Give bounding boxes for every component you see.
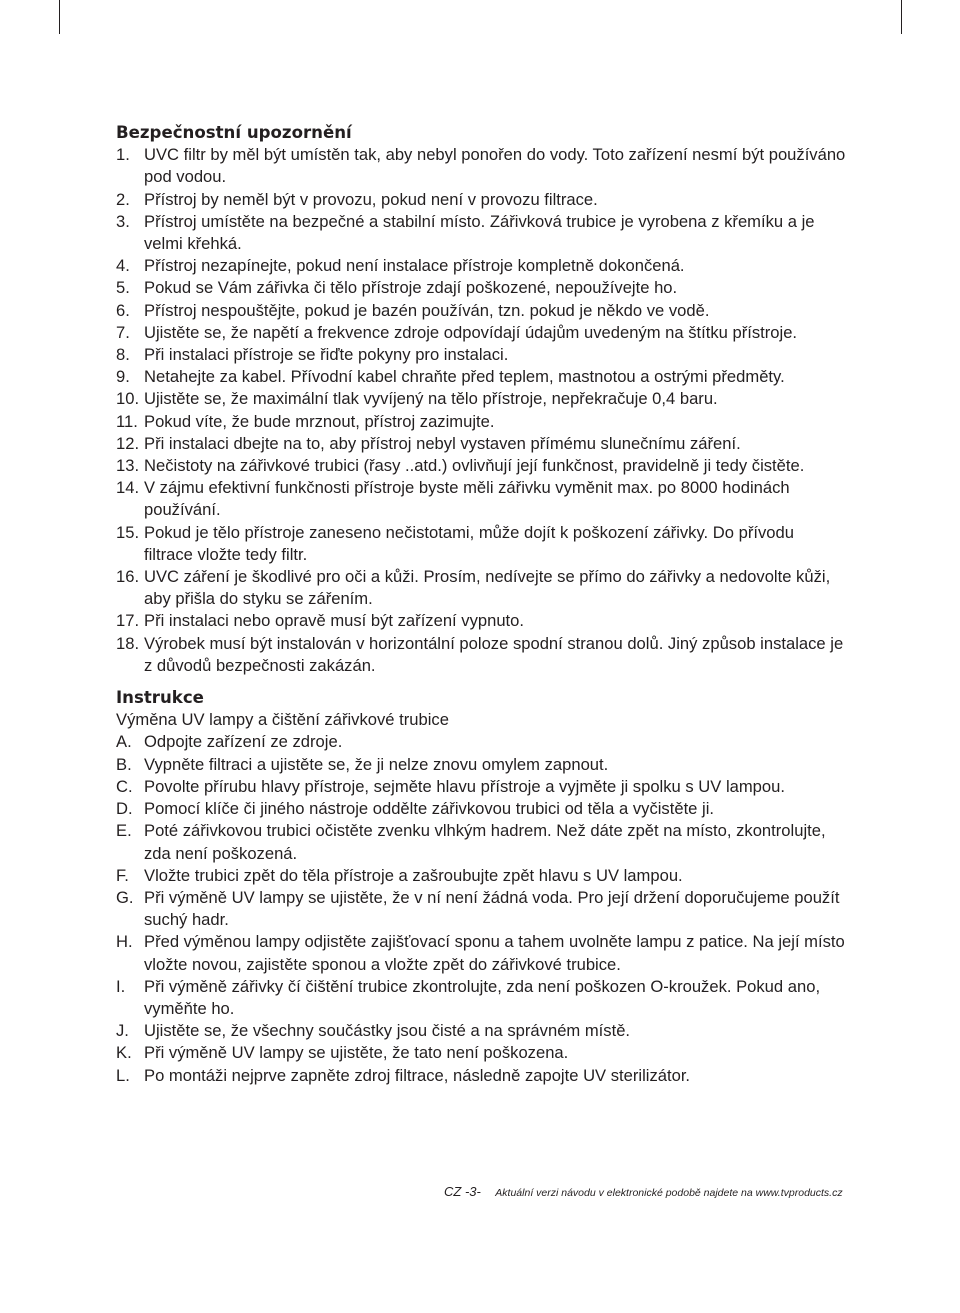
item-number: 15. xyxy=(116,522,140,542)
list-item xyxy=(116,798,846,820)
item-text: V zájmu efektivní funkčnosti přístroje byste měli zářivku vyměnit max. po 8000 hodinách používání. xyxy=(144,478,790,520)
item-text: Výrobek musí být instalován v horizontální poloze spodní stranou dolů. Jiný způsob instalace je z důvodů bezpečnosti zakázán. xyxy=(144,633,844,675)
list-item xyxy=(116,731,846,753)
list-item xyxy=(116,610,846,632)
item-number: 8. xyxy=(116,345,130,365)
crop-mark-top-left xyxy=(59,0,60,34)
document-body xyxy=(116,122,846,1087)
list-item xyxy=(116,433,846,455)
item-number: 18. xyxy=(116,633,140,653)
item-text: Odpojte zařízení ze zdroje. xyxy=(144,732,343,752)
list-item xyxy=(116,931,846,975)
item-text: Přístroj nespouštějte, pokud je bazén používán, tzn. pokud je někdo ve vodě. xyxy=(144,300,710,320)
item-text: Ujistěte se, že všechny součástky jsou čisté a na správném místě. xyxy=(144,1021,631,1041)
page-footer xyxy=(444,1183,843,1201)
crop-mark-top-right xyxy=(901,0,902,34)
item-text: Při instalaci dbejte na to, aby přístroj nebyl vystaven přímému slunečnímu záření. xyxy=(144,433,741,453)
item-text: Povolte přírubu hlavy přístroje, sejměte hlavu přístroje a vyjměte ji spolku s UV lampou. xyxy=(144,776,785,796)
item-text: Při instalaci přístroje se řiďte pokyny pro instalaci. xyxy=(144,345,509,365)
page-number: CZ -3- xyxy=(444,1184,481,1199)
item-text: Vložte trubici zpět do těla přístroje a zašroubujte zpět hlavu s UV lampou. xyxy=(144,865,683,885)
item-text: Pokud se Vám zářivka či tělo přístroje zdají poškozené, nepoužívejte ho. xyxy=(144,278,678,298)
list-item xyxy=(116,976,846,1020)
item-text: Po montáži nejprve zapněte zdroj filtrace, následně zapojte UV sterilizátor. xyxy=(144,1065,691,1085)
item-text: Vypněte filtraci a ujistěte se, že ji nelze znovu omylem zapnout. xyxy=(144,754,609,774)
item-letter: D. xyxy=(116,799,133,819)
item-text: Netahejte za kabel. Přívodní kabel chraňte před teplem, mastnotou a ostrými předměty. xyxy=(144,367,785,387)
list-item xyxy=(116,1065,846,1087)
item-letter: C. xyxy=(116,776,133,796)
item-number: 14. xyxy=(116,478,140,498)
item-letter: F. xyxy=(116,865,129,885)
section-gap xyxy=(116,677,846,687)
item-number: 17. xyxy=(116,611,140,631)
item-number: 4. xyxy=(116,256,130,276)
item-text: Přístroj nezapínejte, pokud není instalace přístroje kompletně dokončená. xyxy=(144,256,685,276)
item-letter: J. xyxy=(116,1021,129,1041)
item-letter: G. xyxy=(116,887,134,907)
item-number: 3. xyxy=(116,211,130,231)
list-item xyxy=(116,455,846,477)
item-number: 9. xyxy=(116,367,130,387)
item-text: UVC záření je škodlivé pro oči a kůži. Prosím, nedívejte se přímo do zářivky a nedovolte kůži, aby přišla do styku se zářením. xyxy=(144,567,831,609)
instructions-subheading: Výměna UV lampy a čištění zářivkové trubice xyxy=(116,710,449,730)
item-number: 7. xyxy=(116,322,130,342)
safety-heading: Bezpečnostní upozornění xyxy=(116,123,352,142)
list-item xyxy=(116,344,846,366)
item-letter: A. xyxy=(116,732,132,752)
item-number: 12. xyxy=(116,433,140,453)
list-item xyxy=(116,477,846,521)
list-item xyxy=(116,144,846,188)
list-item xyxy=(116,277,846,299)
list-item xyxy=(116,754,846,776)
list-item xyxy=(116,211,846,255)
item-number: 10. xyxy=(116,389,140,409)
list-item xyxy=(116,322,846,344)
item-text: Ujistěte se, že napětí a frekvence zdroje odpovídají údajům uvedeným na štítku přístroje. xyxy=(144,322,798,342)
list-item xyxy=(116,776,846,798)
list-item xyxy=(116,189,846,211)
list-item xyxy=(116,255,846,277)
item-text: Poté zářivkovou trubici očistěte zvenku vlhkým hadrem. Než dáte zpět na místo, zkontrolujte, zda není poškozená. xyxy=(144,821,826,863)
item-number: 1. xyxy=(116,145,130,165)
item-text: Před výměnou lampy odjistěte zajišťovací sponu a tahem uvolněte lampu z patice. Na její místo vložte novou, zajistěte sponou a vložte zpět do zářivkové trubice. xyxy=(144,932,845,974)
list-item xyxy=(116,388,846,410)
item-text: Pokud víte, že bude mrznout, přístroj zazimujte. xyxy=(144,411,495,431)
item-number: 2. xyxy=(116,189,130,209)
list-item xyxy=(116,865,846,887)
list-item xyxy=(116,633,846,677)
list-item xyxy=(116,1042,846,1064)
footer-note: Aktuální verzi návodu v elektronické podobě najdete na www.tvproducts.cz xyxy=(495,1187,843,1199)
item-number: 13. xyxy=(116,456,140,476)
item-text: Nečistoty na zářivkové trubici (řasy ..atd.) ovlivňují její funkčnost, pravidelně ji tedy čistěte. xyxy=(144,456,805,476)
item-text: Při výměně UV lampy se ujistěte, že tato není poškozena. xyxy=(144,1043,569,1063)
item-number: 5. xyxy=(116,278,130,298)
item-text: UVC filtr by měl být umístěn tak, aby nebyl ponořen do vody. Toto zařízení nesmí být používáno pod vodou. xyxy=(144,145,846,187)
instructions-list xyxy=(116,731,846,1086)
item-text: Při instalaci nebo opravě musí být zařízení vypnuto. xyxy=(144,611,525,631)
item-letter: L. xyxy=(116,1065,130,1085)
item-letter: I. xyxy=(116,976,126,996)
list-item xyxy=(116,820,846,864)
item-number: 6. xyxy=(116,300,130,320)
list-item xyxy=(116,887,846,931)
item-text: Pokud je tělo přístroje zaneseno nečistotami, může dojít k poškození zářivky. Do přívodu filtrace vložte tedy filtr. xyxy=(144,522,794,564)
item-text: Při výměně zářivky čí čištění trubice zkontrolujte, zda není poškozen O-kroužek. Pokud ano, vyměňte ho. xyxy=(144,976,821,1018)
list-item xyxy=(116,1020,846,1042)
instructions-heading: Instrukce xyxy=(116,688,204,708)
item-text: Přístroj umístěte na bezpečné a stabilní místo. Zářivková trubice je vyrobena z křemíku a je velmi křehká. xyxy=(144,211,815,254)
list-item xyxy=(116,522,846,566)
item-number: 11. xyxy=(116,411,138,431)
list-item xyxy=(116,566,846,610)
item-letter: E. xyxy=(116,821,132,841)
item-number: 16. xyxy=(116,567,140,587)
list-item xyxy=(116,366,846,388)
list-item xyxy=(116,300,846,322)
safety-list xyxy=(116,144,846,677)
item-text: Ujistěte se, že maximální tlak vyvíjený na tělo přístroje, nepřekračuje 0,4 baru. xyxy=(144,389,718,409)
list-item xyxy=(116,411,846,433)
item-letter: K. xyxy=(116,1043,132,1063)
item-letter: B. xyxy=(116,754,132,774)
item-text: Pomocí klíče či jiného nástroje oddělte zářivkovou trubici od těla a vyčistěte ji. xyxy=(144,799,714,819)
item-letter: H. xyxy=(116,932,133,952)
item-text: Při výměně UV lampy se ujistěte, že v ní není žádná voda. Pro její držení doporučujeme použít suchý hadr. xyxy=(144,887,840,930)
item-text: Přístroj by neměl být v provozu, pokud není v provozu filtrace. xyxy=(144,189,598,209)
